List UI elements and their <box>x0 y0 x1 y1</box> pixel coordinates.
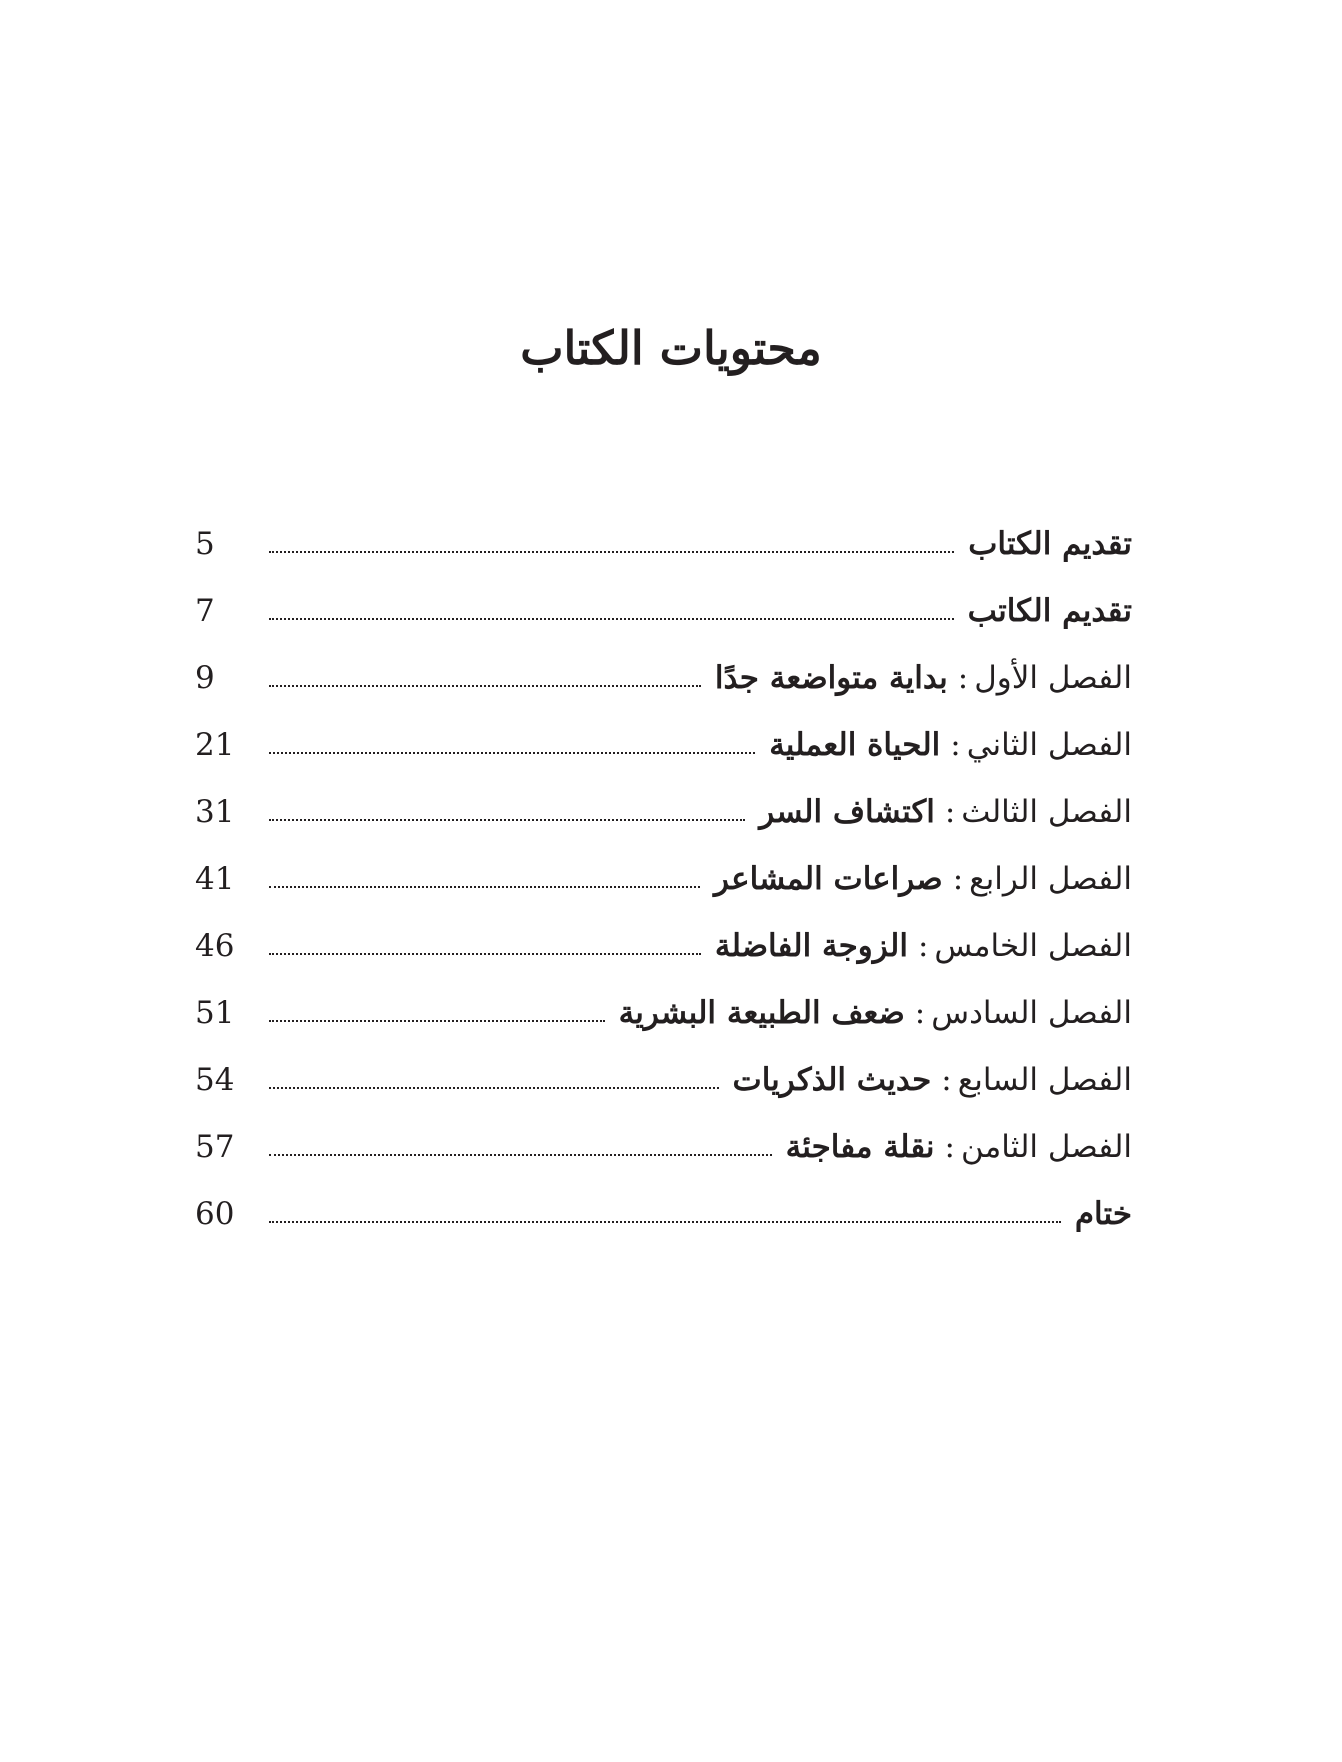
table-of-contents <box>195 510 1132 1247</box>
toc-page-number: 60 <box>195 1195 235 1232</box>
dot-leader <box>269 1154 772 1156</box>
dot-leader <box>269 819 745 821</box>
dot-leader <box>269 1020 605 1022</box>
toc-chapter-number: الفصل الثامن <box>960 1128 1132 1165</box>
toc-chapter-number: الفصل الثاني <box>966 726 1132 763</box>
toc-chapter-number: الفصل الرابع <box>969 860 1132 897</box>
toc-chapter-number: الفصل السابع <box>957 1061 1132 1098</box>
dot-leader <box>269 551 954 553</box>
toc-entry-book-intro[interactable] <box>195 510 1132 577</box>
toc-separator: : <box>944 793 956 830</box>
toc-entry-title: تقديم الكتاب <box>968 525 1132 562</box>
dot-leader <box>269 685 701 687</box>
dot-leader <box>269 752 755 754</box>
toc-entry-chapter-5[interactable] <box>195 912 1132 979</box>
toc-entry-title: صراعات المشاعر <box>714 860 943 897</box>
toc-separator: : <box>914 994 926 1031</box>
toc-entry-title: تقديم الكاتب <box>967 592 1132 629</box>
toc-separator: : <box>944 1128 955 1165</box>
dot-leader <box>269 1221 1061 1223</box>
toc-entry-chapter-4[interactable] <box>195 845 1132 912</box>
toc-entry-label <box>714 859 1132 899</box>
toc-page-number: 51 <box>195 994 235 1031</box>
toc-entry-chapter-2[interactable] <box>195 711 1132 778</box>
toc-separator: : <box>957 659 969 696</box>
toc-separator: : <box>917 927 929 964</box>
toc-entry-chapter-1[interactable] <box>195 644 1132 711</box>
toc-entry-label <box>733 1060 1132 1100</box>
dot-leader <box>269 886 700 888</box>
toc-entry-label <box>619 993 1132 1033</box>
toc-entry-title: الحياة العملية <box>769 726 941 763</box>
dot-leader <box>269 618 954 620</box>
toc-entry-title: الزوجة الفاضلة <box>714 927 908 964</box>
toc-page-number: 9 <box>195 659 215 696</box>
toc-page-number: 54 <box>195 1061 235 1098</box>
toc-entry-label <box>968 524 1132 564</box>
toc-entry-title: نقلة مفاجئة <box>785 1128 935 1165</box>
toc-entry-chapter-6[interactable] <box>195 979 1132 1046</box>
toc-entry-label <box>786 1127 1132 1167</box>
toc-entry-label <box>1075 1194 1132 1234</box>
toc-separator: : <box>950 726 961 763</box>
toc-page-number: 41 <box>195 860 235 897</box>
toc-chapter-number: الفصل الخامس <box>934 927 1132 964</box>
toc-chapter-number: الفصل الأول <box>974 659 1132 696</box>
toc-entry-title: حديث الذكريات <box>732 1061 932 1098</box>
toc-page-number: 5 <box>195 525 215 562</box>
dot-leader <box>269 953 701 955</box>
toc-page-number: 31 <box>195 793 235 830</box>
toc-chapter-number: الفصل السادس <box>931 994 1132 1031</box>
dot-leader <box>269 1087 719 1089</box>
toc-entry-chapter-3[interactable] <box>195 778 1132 845</box>
toc-separator: : <box>952 860 964 897</box>
page-title: محتويات الكتاب <box>520 321 822 375</box>
toc-page-number: 57 <box>195 1128 235 1165</box>
toc-entry-author-intro[interactable] <box>195 577 1132 644</box>
toc-entry-label <box>759 792 1132 832</box>
toc-entry-label <box>715 926 1132 966</box>
toc-entry-title: ضعف الطبيعة البشرية <box>618 994 905 1031</box>
toc-chapter-number: الفصل الثالث <box>961 793 1132 830</box>
toc-entry-label <box>715 658 1132 698</box>
toc-entry-title: ختام <box>1074 1195 1132 1232</box>
toc-entry-chapter-7[interactable] <box>195 1046 1132 1113</box>
toc-entry-title: بداية متواضعة جدًا <box>714 659 948 696</box>
toc-entry-label <box>968 591 1132 631</box>
toc-page-number: 21 <box>195 726 235 763</box>
toc-entry-title: اكتشاف السر <box>759 793 935 830</box>
toc-separator: : <box>941 1061 952 1098</box>
toc-page-number: 7 <box>195 592 215 629</box>
toc-entry-label <box>769 725 1132 765</box>
toc-page-number: 46 <box>195 927 235 964</box>
toc-entry-conclusion[interactable] <box>195 1180 1132 1247</box>
toc-entry-chapter-8[interactable] <box>195 1113 1132 1180</box>
